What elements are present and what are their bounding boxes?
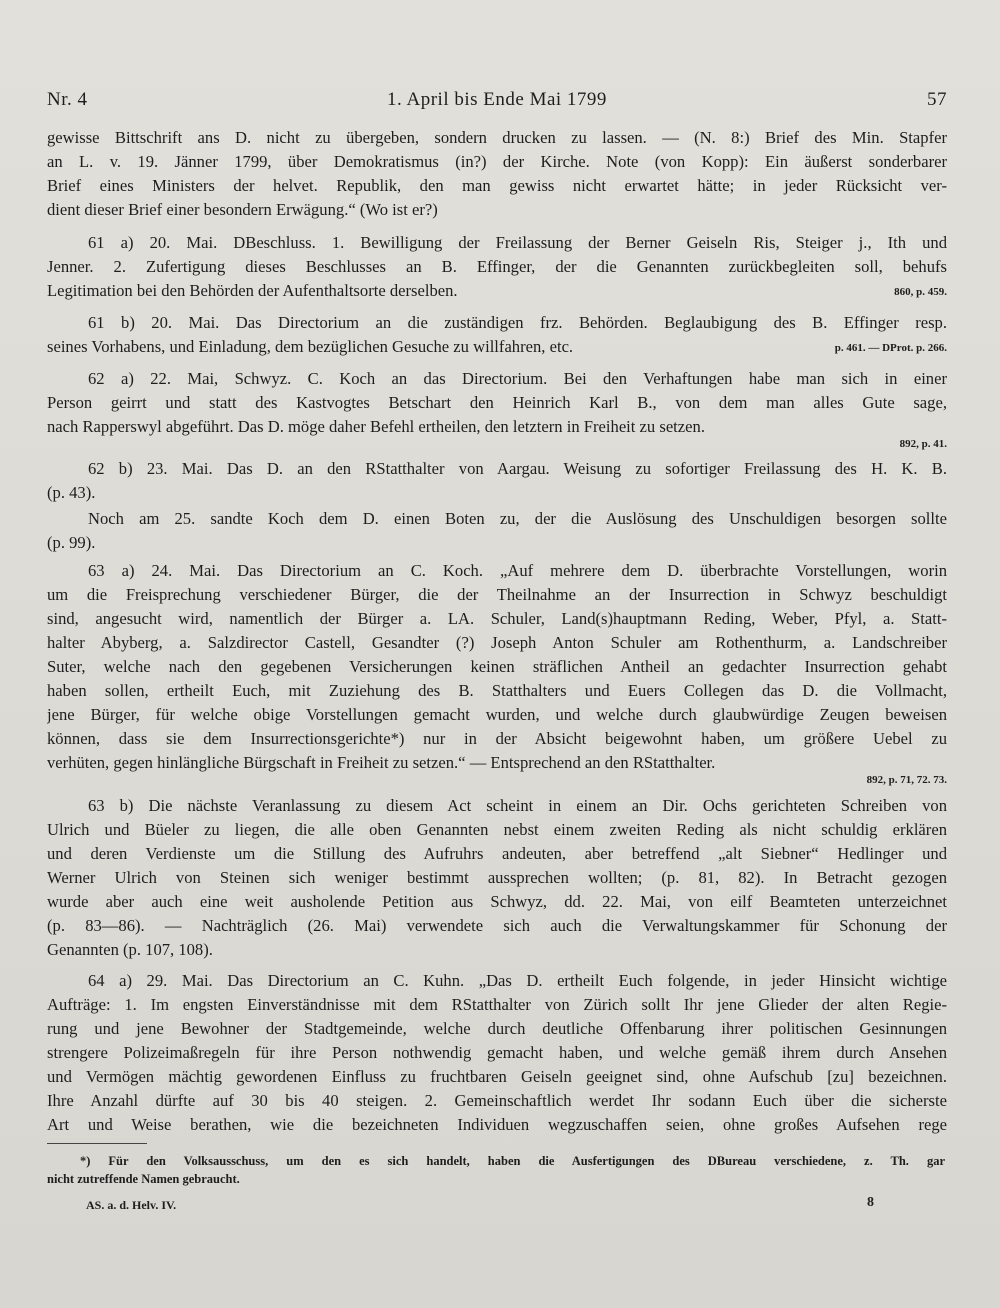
text-line: Werner Ulrich von Steinen sich weniger bestimmt aussprechen wollten; (p. 81, 82). In Betracht gezogen — [47, 868, 947, 887]
signature-number: 8 — [867, 1195, 874, 1210]
footnote-text: nicht zutreffende Namen gebraucht. — [47, 1172, 240, 1186]
text-line: um die Freisprechung verschiedener Bürger, die der Theilnahme an der Insurrection in Schwyz beschuldigt — [47, 585, 947, 604]
running-title: 1. April bis Ende Mai 1799 — [387, 89, 607, 110]
entry-62b-line: 62 b) 23. Mai. Das D. an den RStatthalter von Aargau. Weisung zu sofortiger Freilassung des H. K. B. — [88, 459, 947, 478]
archive-reference: p. 461. — DProt. p. 266. — [834, 342, 947, 354]
issue-number: Nr. 4 — [47, 89, 88, 110]
text-line: Person geirrt und statt des Kastvogtes Betschart den Heinrich Karl B., von dem man alles Gute sage, — [47, 393, 947, 412]
entry-64a-line: 64 a) 29. Mai. Das Directorium an C. Kuhn. „Das D. ertheilt Euch folgende, in jeder Hinsicht wichtige — [88, 971, 947, 990]
text-line: halter Abyberg, a. Salzdirector Castell, Gesandter (?) Joseph Anton Schuler am Rothenthurm, a. Landschreiber — [47, 633, 947, 652]
footnote-text: *) Für den Volksausschuss, um den es sich handelt, haben die Ausfertigungen des DBureau verschiedene, z. Th. gar — [80, 1154, 945, 1168]
signature-mark: AS. a. d. Helv. IV. — [86, 1198, 177, 1212]
footnote-divider — [47, 1143, 147, 1144]
text-line: Art und Weise berathen, wie die bezeichneten Individuen wegzuschaffen seien, ohne großes Aufsehen rege — [47, 1115, 947, 1134]
page-header — [47, 89, 947, 113]
text-line: verhüten, gegen hinlängliche Bürgschaft in Freiheit zu setzen.“ — Entsprechend an den RStatthalter. — [47, 753, 716, 772]
text-line: Ulrich und Büeler zu liegen, die alle oben Genannten nebst einem zweiten Reding als nicht schuldig erklären — [47, 820, 947, 839]
text-line: Noch am 25. sandte Koch dem D. einen Boten zu, der die Auslösung des Unschuldigen besorgen sollte — [88, 509, 947, 528]
text-line: Aufträge: 1. Im engsten Einverständnisse mit dem RStatthalter von Zürich sollt Ihr jene Glieder der alten Regie- — [47, 995, 947, 1014]
page-number: 57 — [927, 89, 947, 110]
text-line: strengere Polizeimaßregeln für ihre Person nothwendig gemacht haben, und welche gemäß ihrem durch Ansehen — [47, 1043, 947, 1062]
text-line: wurde aber auch eine weit ausholende Petition aus Schwyz, dd. 22. Mai, von eilf Beamteten unterzeichnet — [47, 892, 947, 911]
text-line: nach Rapperswyl abgeführt. Das D. möge daher Befehl ertheilen, den letztern in Freiheit zu setzen. — [47, 417, 705, 436]
entry-61a-line: 61 a) 20. Mai. DBeschluss. 1. Bewilligung der Freilassung der Berner Geiseln Ris, Steiger j., Ith und — [88, 233, 947, 252]
entry-61b-line: 61 b) 20. Mai. Das Directorium an die zuständigen frz. Behörden. Beglaubigung des B. Effinger resp. — [88, 313, 947, 332]
text-line: gewisse Bittschrift ans D. nicht zu übergeben, sondern drucken zu lassen. — (N. 8:) Brief des Min. Stapfer — [47, 128, 947, 147]
text-line: Legitimation bei den Behörden der Aufenthaltsorte derselben. — [47, 281, 458, 300]
archive-reference: 892, p. 41. — [899, 438, 947, 450]
text-line: und Vermögen mächtig gewordenen Einfluss zu fruchtbaren Geiseln geeignet sind, ohne Aufschub [zu] bezeichnen. — [47, 1067, 947, 1086]
text-line: sind, angesucht wird, namentlich der Bürger a. LA. Schuler, Land(s)hauptmann Reding, Weber, Pfyl, a. Statt- — [47, 609, 947, 628]
text-line: Brief eines Ministers der helvet. Republik, den man gewiss nicht erwartet hätte; in jeder Rücksicht ver- — [47, 176, 947, 195]
text-line: (p. 83—86). — Nachträglich (26. Mai) verwendete sich auch die Verwaltungskammer für Schonung der — [47, 916, 947, 935]
text-line: rung und jene Bewohner der Stadtgemeinde, welche durch deutliche Offenbarung ihrer politischen Gesinnungen — [47, 1019, 947, 1038]
text-line: jene Bürger, für welche obige Vorstellungen gemacht wurden, und welche durch glaubwürdige Zeugen beweisen — [47, 705, 947, 724]
text-line: dient dieser Brief einer besondern Erwägung.“ (Wo ist er?) — [47, 200, 438, 219]
text-line: haben sollen, ertheilt Euch, mit Zuziehung des B. Statthalters und Euers Collegen das D. die Vollmacht, — [47, 681, 947, 700]
entry-63b-line: 63 b) Die nächste Veranlassung zu diesem Act scheint in einem an Dir. Ochs gerichteten Schreiben von — [88, 796, 947, 815]
text-line: an L. v. 19. Jänner 1799, über Demokratismus (in?) der Kirche. Note (von Kopp): Ein äußerst sonderbarer — [47, 152, 947, 171]
text-line: Ihre Anzahl dürfte auf 30 bis 40 steigen. 2. Gemeinschaftlich werdet Ihr sodann Euch über die sicherste — [47, 1091, 947, 1110]
text-line: seines Vorhabens, und Einladung, dem bezüglichen Gesuche zu willfahren, etc. — [47, 337, 574, 356]
entry-62a-line: 62 a) 22. Mai, Schwyz. C. Koch an das Directorium. Bei den Verhaftungen habe man sich in einer — [88, 369, 947, 388]
text-line: können, dass sie dem Insurrectionsgerichte*) nur in der Absicht beigewohnt haben, um größere Uebel zu — [47, 729, 947, 748]
archive-reference: 892, p. 71, 72. 73. — [866, 774, 947, 786]
entry-63a-line: 63 a) 24. Mai. Das Directorium an C. Koch. „Auf mehrere dem D. überbrachte Vorstellungen, worin — [88, 561, 947, 580]
text-line: (p. 43). — [47, 483, 96, 502]
text-line: Suter, welche nach den gegebenen Versicherungen keinen sträflichen Antheil an gedachter Insurrection gehabt — [47, 657, 947, 676]
text-line: und deren Verdienste um die Stillung des Aufruhrs andeuten, aber betreffend „alt Siebner“ Hedlinger und — [47, 844, 947, 863]
text-line: Genannten (p. 107, 108). — [47, 940, 213, 959]
archive-reference: 860, p. 459. — [894, 286, 947, 298]
text-line: Jenner. 2. Zufertigung dieses Beschlusses an B. Effinger, der die Genannten zurückbegleiten soll, behufs — [47, 257, 947, 276]
text-line: (p. 99). — [47, 533, 96, 552]
